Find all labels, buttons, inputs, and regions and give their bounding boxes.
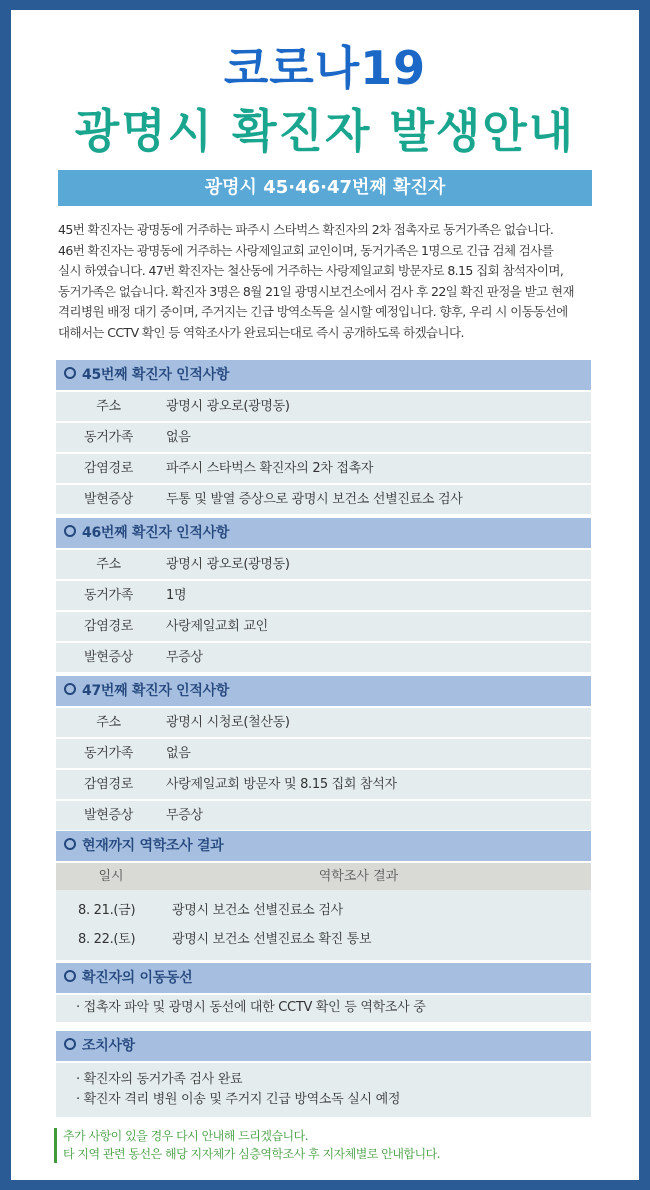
row-result: 광명시 보건소 선별진료소 검사 [172,903,343,918]
table-row [56,421,591,452]
note-line: 타 지역 관련 동선은 해당 지자체가 심층역학조사 후 지자체별로 안내합니다. [63,1146,440,1161]
table-row [56,706,591,737]
section-title: 47번째 확진자 인적사항 [82,683,230,699]
note-line: 추가 사항이 있을 경우 다시 안내해 드리겠습니다. [63,1129,309,1143]
list-item: · 확진자의 동거가족 검사 완료 [76,1072,243,1087]
section-header [56,518,591,548]
row-label: 동거가족 [83,588,134,603]
table-row [56,390,591,421]
epi-table-body [56,890,591,960]
intro-line: 동거가족은 없습니다. 확진자 3명은 8월 21일 광명시보건소에서 검사 후 22일 확진 판정을 받고 현재 [58,283,574,299]
list-item: · 확진자 격리 병원 이송 및 주거지 긴급 방역소독 실시 예정 [76,1092,401,1107]
epi-section [56,831,591,960]
table-row [56,768,591,799]
table-row [56,925,591,954]
intro-line: 격리병원 배정 대기 중이며, 주거지는 긴급 방역소독을 실시할 예정입니다. 향후, 우리 시 이동동선에 [58,304,568,319]
row-value: 파주시 스타벅스 확진자의 2차 접촉자 [166,461,374,476]
movement-box [56,993,591,1022]
section-header [56,360,591,390]
intro-line: 46번 확진자는 광명동에 거주하는 사랑제일교회 교인이며, 동거가족은 1명으로 긴급 검체 검사를 [58,242,554,258]
row-label: 발현증상 [83,650,134,665]
section-title: 46번째 확진자 인적사항 [82,525,230,541]
intro-paragraph [58,220,598,343]
case-45-section [56,360,591,514]
table-row [56,641,591,672]
circle-bullet-icon [64,1038,76,1050]
movement-section [56,963,591,1022]
actions-section [56,1031,591,1117]
title-line-2: 광명시 확진자 발생안내 [74,104,576,158]
column-header-date: 일시 [98,869,124,884]
row-label: 주소 [96,715,121,730]
row-label: 감염경로 [83,619,134,634]
row-label: 주소 [96,557,121,572]
row-label: 발현증상 [83,808,134,823]
intro-line: 45번 확진자는 광명동에 거주하는 파주시 스타벅스 확진자의 2차 접촉자로 동거가족은 없습니다. [58,222,554,237]
row-result: 광명시 보건소 선별진료소 확진 통보 [172,932,372,947]
row-value: 광명시 광오로(광명동) [166,557,290,572]
circle-bullet-icon [64,838,76,850]
row-value: 광명시 광오로(광명동) [166,399,290,414]
section-header [56,831,591,861]
section-header [56,963,591,993]
footer-notes [54,1128,440,1163]
case-46-section [56,518,591,672]
notice-sheet [11,10,639,1180]
row-value: 없음 [166,746,191,761]
table-header [56,861,591,890]
row-label: 발현증상 [83,492,134,507]
circle-bullet-icon [64,525,76,537]
row-value: 두통 및 발열 증상으로 광명시 보건소 선별진료소 검사 [166,492,463,507]
list-item: · 접촉자 파악 및 광명시 동선에 대한 CCTV 확인 등 역학조사 중 [76,1000,426,1015]
row-label: 주소 [96,399,121,414]
table-row [56,452,591,483]
table-row [56,737,591,768]
row-label: 감염경로 [83,461,134,476]
title-line-1: 코로나19 [223,41,427,95]
intro-line: 실시 하였습니다. 47번 확진자는 철산동에 거주하는 사랑제일교회 방문자로 8.15 집회 참석자이며, [58,263,564,278]
intro-line: 대해서는 CCTV 확인 등 역학조사가 완료되는대로 즉시 공개하도록 하겠습니다. [58,324,464,340]
section-header [56,676,591,706]
table-row [56,610,591,641]
table-row [56,799,591,830]
section-title: 조치사항 [82,1038,135,1054]
row-value: 사랑제일교회 방문자 및 8.15 집회 참석자 [166,777,397,792]
row-date: 8. 22.(토) [78,932,136,947]
section-title: 확진자의 이동동선 [82,970,193,986]
table-row [56,483,591,514]
actions-box [56,1061,591,1117]
table-row [56,579,591,610]
banner: 광명시 45·46·47번째 확진자 [58,170,592,206]
case-47-section [56,676,591,830]
row-label: 감염경로 [83,777,134,792]
row-value: 광명시 시청로(철산동) [166,715,290,730]
table-row [56,896,591,925]
section-header [56,1031,591,1061]
row-label: 동거가족 [83,430,134,445]
row-value: 1명 [166,588,187,603]
row-date: 8. 21.(금) [78,903,136,918]
circle-bullet-icon [64,970,76,982]
section-title: 현재까지 역학조사 결과 [82,838,224,854]
row-value: 무증상 [166,650,203,665]
section-title: 45번째 확진자 인적사항 [82,367,230,383]
circle-bullet-icon [64,683,76,695]
table-row [56,548,591,579]
row-label: 동거가족 [83,746,134,761]
row-value: 없음 [166,430,191,445]
column-header-result: 역학조사 결과 [318,869,399,884]
row-value: 무증상 [166,808,203,823]
row-value: 사랑제일교회 교인 [166,619,268,634]
circle-bullet-icon [64,367,76,379]
